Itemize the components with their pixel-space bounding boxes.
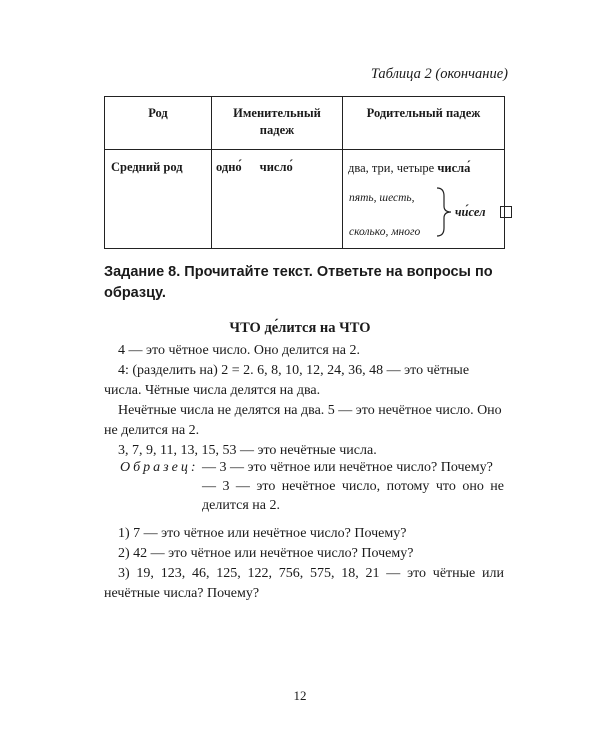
reading-text	[104, 341, 504, 461]
title-accented-word: де́лится	[264, 320, 317, 336]
sample-answer-line-2: делится на 2.	[202, 498, 280, 513]
question-item: 2) 42 — это чётное или нечётное число? Почему?	[118, 546, 414, 561]
genitive-singular-form: числа́	[437, 161, 471, 175]
genitive-plural-group	[348, 182, 500, 242]
nominative-cell	[212, 150, 343, 249]
checkbox-square-icon	[500, 206, 512, 218]
genitive-prefix: два, три, четыре	[348, 161, 438, 175]
sample-answer-line-1: — 3 — это нечётное число, потому что оно не	[202, 479, 504, 494]
genitive-cell	[343, 150, 505, 249]
questions-list	[104, 524, 504, 604]
genitive-plural-form: чи́сел	[455, 205, 486, 219]
title-part-2: на ЧТО	[316, 320, 371, 336]
title-part-1: ЧТО	[229, 320, 265, 336]
paragraph: 3, 7, 9, 11, 13, 15, 53 — это нечётные числа.	[118, 443, 377, 458]
genitive-singular-line	[348, 160, 500, 176]
sample-dialogue	[120, 458, 504, 515]
nominative-word-number: число́	[259, 160, 293, 174]
table-header-row	[105, 97, 505, 150]
page-number: 12	[293, 688, 307, 703]
grammar-table	[104, 96, 505, 249]
sample-question-line	[120, 458, 504, 477]
paragraph: 4: (разделить на) 2 = 2. 6, 8, 10, 12, 24, 36, 48 — это чётные числа. Чётные числа делятся на два.	[104, 363, 470, 398]
sample-label: Образец:	[120, 460, 199, 475]
quantifiers-line-1: пять, шесть,	[349, 192, 415, 204]
text-title	[0, 320, 600, 337]
gender-cell: Средний род	[105, 150, 212, 249]
question-item: 1) 7 — это чётное или нечётное число? Почему?	[118, 526, 407, 541]
task-heading: Задание 8. Прочитайте текст. Ответьте на вопросы по образцу.	[104, 264, 493, 301]
nominative-word-one: одно́	[216, 160, 242, 174]
question-item: 3) 19, 123, 46, 125, 122, 756, 575, 18, 21 — это чётные или нечётные числа? Почему?	[104, 566, 504, 601]
header-gender: Род	[105, 97, 212, 150]
header-nominative: Именительный падеж	[212, 97, 343, 150]
sample-question: — 3 — это чётное или нечётное число? Почему?	[198, 460, 493, 475]
paragraph: 4 — это чётное число. Оно делится на 2.	[118, 343, 360, 358]
paragraph: Нечётные числа не делятся на два. 5 — это нечётное число. Оно не делится на 2.	[104, 403, 502, 438]
quantifiers-line-2: сколько, много	[349, 226, 421, 238]
table-caption: Таблица 2 (окончание)	[370, 66, 508, 82]
table-row-neuter	[105, 150, 505, 249]
header-genitive: Родительный падеж	[343, 97, 505, 150]
curly-brace-icon	[435, 186, 453, 238]
